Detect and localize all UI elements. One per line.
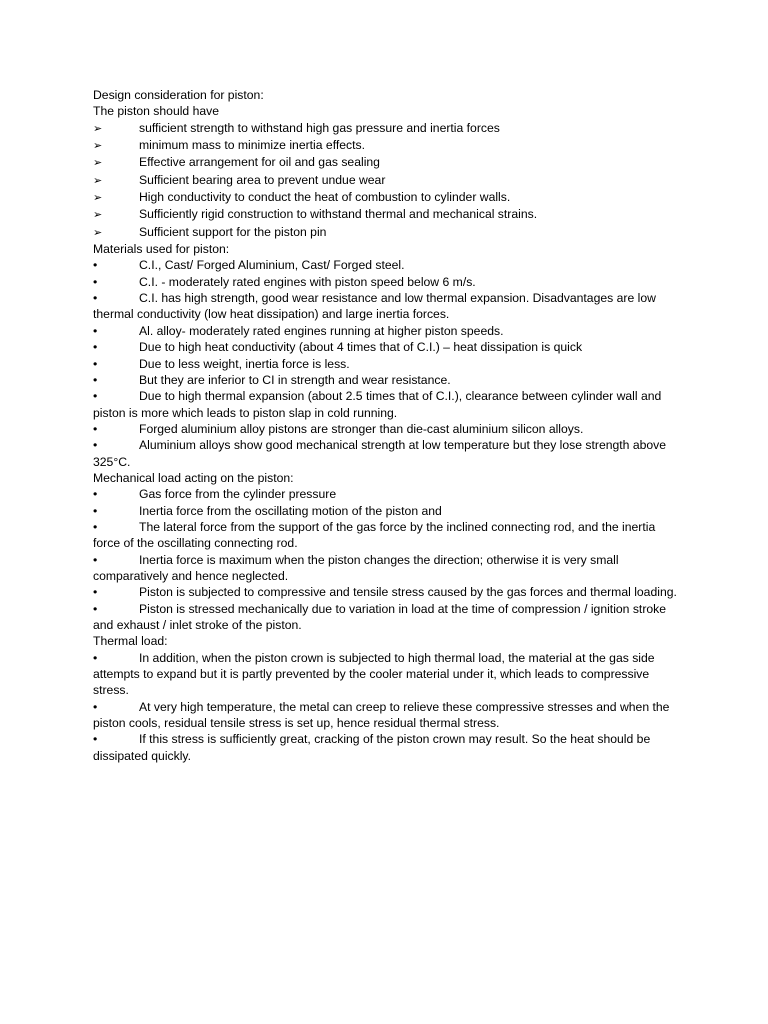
list-item <box>93 584 683 600</box>
design-list <box>93 120 683 241</box>
list-item-text: Inertia force from the oscillating motion of the piston and <box>139 503 442 518</box>
section-heading-mechanical: Mechanical load acting on the piston: <box>93 470 294 485</box>
list-item-text: C.I. has high strength, good wear resistance and low thermal expansion. Disadvantages are low thermal conductivity (low heat dissipation) and large inertia forces. <box>93 291 656 322</box>
list-item-text: Sufficient bearing area to prevent undue wear <box>139 172 386 187</box>
list-item-text: High conductivity to conduct the heat of combustion to cylinder walls. <box>139 190 511 205</box>
list-item <box>93 154 683 171</box>
list-item-text: At very high temperature, the metal can creep to relieve these compressive stresses and when the piston cools, residual tensile stress is set up, hence residual thermal stress. <box>93 699 670 731</box>
list-item <box>93 172 683 189</box>
list-item-text: sufficient strength to withstand high gas pressure and inertia forces <box>139 120 500 135</box>
bullet-icon: • <box>93 340 98 355</box>
arrow-bullet-icon: ➢ <box>93 192 103 205</box>
bullet-icon: • <box>93 519 98 534</box>
list-item-text: Piston is subjected to compressive and tensile stress caused by the gas forces and thermal loading. <box>139 585 677 600</box>
list-item-text: Due to high thermal expansion (about 2.5 times that of C.I.), clearance between cylinder wall and piston is more which leads to piston slap in cold running. <box>93 389 662 420</box>
list-item <box>93 601 683 634</box>
list-item <box>93 274 683 290</box>
arrow-bullet-icon: ➢ <box>93 157 103 170</box>
bullet-icon: • <box>93 487 98 502</box>
arrow-bullet-icon: ➢ <box>93 209 103 222</box>
intro-text: The piston should have <box>93 104 220 119</box>
list-item <box>93 206 683 223</box>
list-item <box>93 503 683 519</box>
list-item-text: Sufficiently rigid construction to withstand thermal and mechanical strains. <box>139 207 538 222</box>
list-item <box>93 486 683 502</box>
list-item <box>93 552 683 585</box>
materials-list <box>93 257 683 469</box>
bullet-icon: • <box>93 732 98 747</box>
bullet-icon: • <box>93 372 98 387</box>
list-item-text: Due to less weight, inertia force is less. <box>139 356 350 371</box>
section-heading-thermal: Thermal load: <box>93 634 168 649</box>
list-item <box>93 224 683 241</box>
bullet-icon: • <box>93 356 98 371</box>
bullet-icon: • <box>93 258 98 273</box>
list-item <box>93 189 683 206</box>
list-item <box>93 519 683 552</box>
bullet-icon: • <box>93 503 98 518</box>
arrow-bullet-icon: ➢ <box>93 174 103 187</box>
section-heading-materials: Materials used for piston: <box>93 242 230 257</box>
list-item-text: Effective arrangement for oil and gas sealing <box>139 155 380 170</box>
arrow-bullet-icon: ➢ <box>93 226 103 239</box>
bullet-icon: • <box>93 601 98 616</box>
list-item <box>93 421 683 437</box>
arrow-bullet-icon: ➢ <box>93 122 103 135</box>
list-item-text: C.I., Cast/ Forged Aluminium, Cast/ Forged steel. <box>139 258 405 273</box>
list-item <box>93 372 683 388</box>
list-item <box>93 137 683 154</box>
list-item-text: But they are inferior to CI in strength and wear resistance. <box>139 372 451 387</box>
thermal-list <box>93 650 683 764</box>
list-item-text: Due to high heat conductivity (about 4 times that of C.I.) – heat dissipation is quick <box>139 340 583 355</box>
list-item <box>93 699 683 732</box>
list-item <box>93 356 683 372</box>
list-item <box>93 437 683 470</box>
list-item-text: Forged aluminium alloy pistons are stronger than die-cast aluminium silicon alloys. <box>139 421 584 436</box>
arrow-bullet-icon: ➢ <box>93 140 103 153</box>
list-item <box>93 120 683 137</box>
document-page <box>93 87 683 764</box>
bullet-icon: • <box>93 699 98 714</box>
bullet-icon: • <box>93 438 98 453</box>
list-item-text: C.I. - moderately rated engines with piston speed below 6 m/s. <box>139 274 476 289</box>
list-item-text: Inertia force is maximum when the piston changes the direction; otherwise it is very small comparatively and hence neglected. <box>93 552 619 583</box>
list-item-text: In addition, when the piston crown is subjected to high thermal load, the material at the gas side attempts to expand but it is partly prevented by the cooler material under it, which leads to compressive stress. <box>93 650 655 698</box>
list-item-text: The lateral force from the support of the gas force by the inclined connecting rod, and the inertia force of the oscillating connecting rod. <box>93 519 656 551</box>
list-item <box>93 339 683 355</box>
bullet-icon: • <box>93 323 98 338</box>
list-item <box>93 650 683 699</box>
list-item <box>93 323 683 339</box>
list-item-text: minimum mass to minimize inertia effects. <box>139 138 365 153</box>
bullet-icon: • <box>93 291 98 306</box>
bullet-icon: • <box>93 552 98 567</box>
bullet-icon: • <box>93 585 98 600</box>
list-item <box>93 388 683 421</box>
bullet-icon: • <box>93 650 98 665</box>
list-item-text: Gas force from the cylinder pressure <box>139 487 337 502</box>
bullet-icon: • <box>93 274 98 289</box>
section-heading-design: Design consideration for piston: <box>93 88 264 102</box>
list-item <box>93 290 683 323</box>
bullet-icon: • <box>93 389 98 404</box>
list-item-text: If this stress is sufficiently great, cracking of the piston crown may result. So the heat should be dissipated quickly. <box>93 732 651 763</box>
mechanical-list <box>93 486 683 633</box>
bullet-icon: • <box>93 421 98 436</box>
list-item-text: Aluminium alloys show good mechanical strength at low temperature but they lose strength above 325°C. <box>93 438 667 469</box>
list-item-text: Sufficient support for the piston pin <box>139 224 327 239</box>
list-item <box>93 731 683 764</box>
list-item <box>93 257 683 273</box>
list-item-text: Al. alloy- moderately rated engines running at higher piston speeds. <box>139 323 504 338</box>
list-item-text: Piston is stressed mechanically due to variation in load at the time of compression / ignition stroke and exhaust / inlet stroke of the piston. <box>93 601 667 632</box>
